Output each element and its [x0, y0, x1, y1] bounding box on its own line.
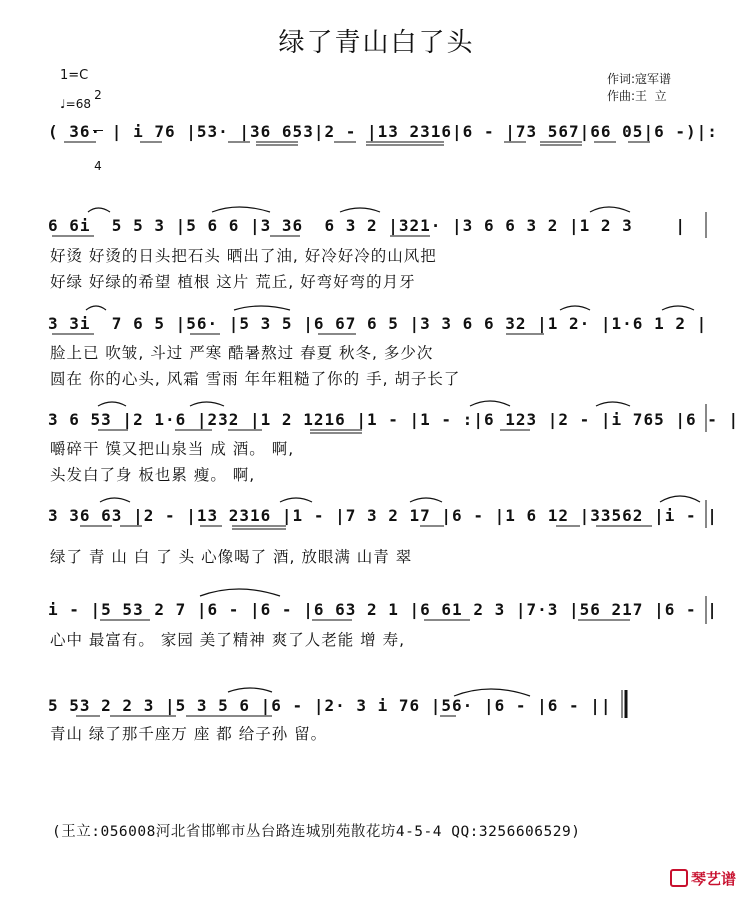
lyric-line-8: 心中 最富有。 家园 美了精神 爽了人老能 增 寿,	[50, 631, 405, 649]
music-line-7: 5 53 2 2 3 |5 3 5 6 |6 - |2· 3 i 76 |56· |6 - |6 - ||	[48, 696, 612, 715]
logo-text: 琴艺谱	[691, 870, 737, 888]
lyric-line-3: 脸上已 吹皱, 斗过 严寒 酷暑熬过 春夏 秋冬, 多少次	[50, 344, 434, 362]
lyricist-credit: 作词:寇军谱	[607, 72, 672, 86]
lyric-line-7: 绿了 青 山 白 了 头 心像喝了 酒, 放眼满 山青 翠	[50, 548, 413, 566]
music-line-5: 3 36 63 |2 - |13 2316 |1 - |7 3 2 17 |6 - |1 6 12 |33562 |i - |	[48, 506, 718, 525]
key-signature: 1=C	[60, 68, 89, 83]
composer-credit: 作曲:王 立	[607, 89, 667, 103]
lyric-line-4: 圆在 你的心头, 风霜 雪雨 年年粗糙了你的 手, 胡子长了	[50, 370, 461, 388]
music-line-1: ( 36· | i 76 |53· |36 653|2 - |13 2316|6 - |73 567|66 05|6 -)|:	[48, 122, 718, 141]
quarter-note-icon: ♩	[60, 97, 66, 111]
time-signature-bottom: 4	[94, 159, 102, 173]
lyric-line-2: 好绿 好绿的希望 植根 这片 荒丘, 好弯好弯的月牙	[50, 273, 416, 291]
tie-arcs	[86, 207, 700, 696]
song-title: 绿了青山白了头	[278, 28, 475, 58]
contact-footer: (王立:056008河北省邯郸市丛台路连城别苑散花坊4-5-4 QQ:3256606529)	[52, 824, 581, 840]
time-signature-top: 2	[94, 88, 102, 102]
lyric-line-9: 青山 绿了那千座万 座 都 给子孙 留。	[50, 725, 328, 743]
tempo-value: =68	[65, 97, 91, 111]
lyric-line-1: 好烫 好烫的日头把石头 晒出了油, 好冷好冷的山风把	[50, 247, 437, 265]
music-line-3: 3 3i 7 6 5 |56· |5 3 5 |6 67 6 5 |3 3 6 6 32 |1 2· |1·6 1 2 |	[48, 314, 708, 333]
lyric-line-6: 头发白了身 板也累 瘦。 啊,	[50, 466, 256, 484]
music-line-4: 3 6 53 |2 1·6 |232 |1 2 1216 |1 - |1 - :|6 123 |2 - |i 765 |6 - |	[48, 410, 740, 429]
lyric-line-5: 嚼碎干 馍又把山泉当 成 酒。 啊,	[50, 440, 295, 458]
music-line-6: i - |5 53 2 7 |6 - |6 - |6 63 2 1 |6 61 2 3 |7·3 |56 217 |6 - |	[48, 600, 718, 619]
music-line-2: 6 6i 5 5 3 |5 6 6 |3 36 6 3 2 |321· |3 6 6 3 2 |1 2 3 |	[48, 216, 686, 235]
beam-lines	[52, 142, 652, 716]
barlines	[622, 212, 706, 718]
